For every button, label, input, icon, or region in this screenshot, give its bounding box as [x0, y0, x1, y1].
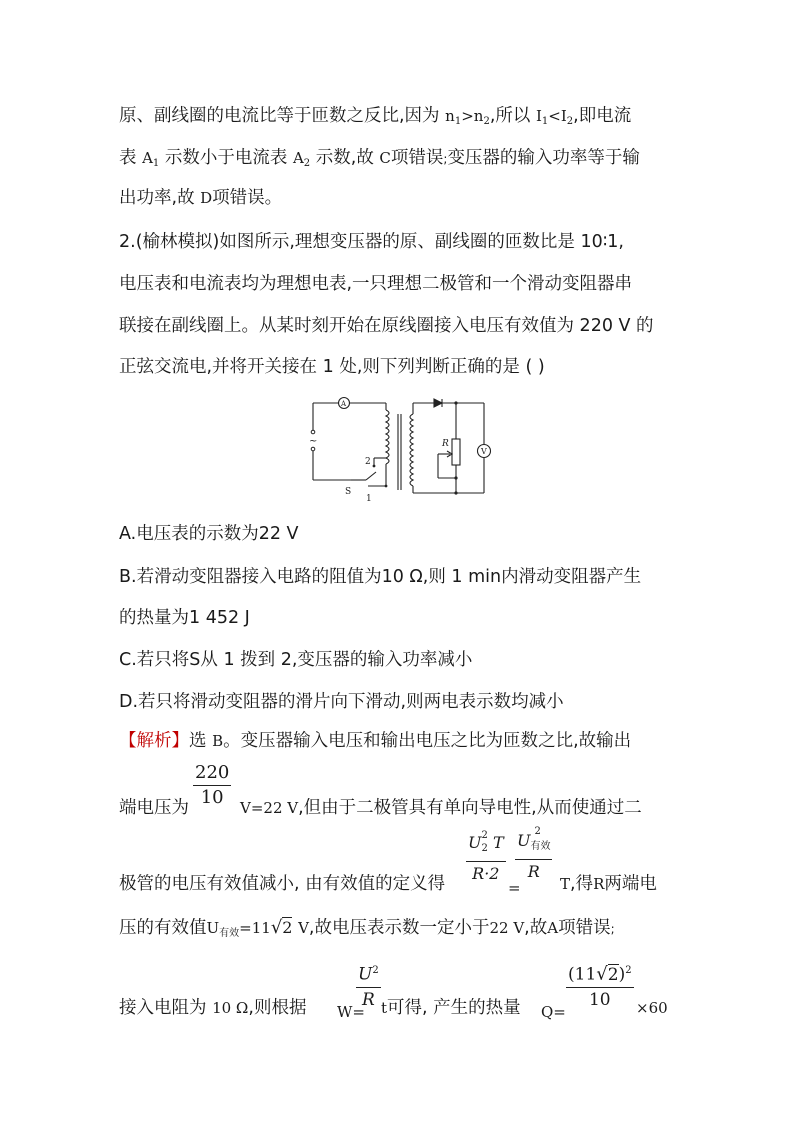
ac-source-label: ~ [309, 436, 318, 447]
analysis-line-5a: 接入电阻为 10 Ω,则根据 [119, 998, 307, 1018]
analysis-line-5c: t可得, 产生的热量 [381, 998, 521, 1018]
text-line-2: 表 $A_1$ 示数小于电流表 $A_2$ 示数,故 C项错误;变压器的输入功率等于输 [119, 148, 640, 169]
analysis-line-5d: Q= [541, 1003, 566, 1021]
analysis-line-3a: 极管的电压有效值减小, 由有效值的定义得 [119, 874, 446, 894]
diode-symbol [434, 399, 442, 407]
analysis-line-2b: V=22 V,但由于二极管具有单向导电性,从而使通过二 [240, 798, 642, 818]
analysis-line-5b: W= [337, 1003, 365, 1021]
option-d: D.若只将滑动变阻器的滑片向下滑动,则两电表示数均减小 [119, 692, 564, 712]
fraction-220-over-10: $\frac{220}{10}$ [195, 762, 230, 808]
analysis-line-1: 【解析】选 B。变压器输入电压和输出电压之比为匝数之比,故输出 [119, 731, 632, 751]
fraction-u-effective-squared: U 2 $_{有效}$ R [517, 826, 551, 881]
rheostat-resistor [452, 439, 460, 465]
text-line-3: 出功率,故 D项错误。 [119, 188, 283, 208]
fraction-u2-squared-t: U 2 $_2$ T R·2 [468, 830, 504, 883]
question-2-line-2: 电压表和电流表均为理想电表,一只理想二极管和一个滑动变阻器串 [119, 274, 633, 294]
option-b-line-2: 的热量为1 452 J [119, 608, 250, 628]
analysis-line-4: 压的有效值$U_{有效}=11√2$ V,故电压表示数一定小于22 V,故A项错误; [119, 917, 615, 939]
question-2-line-3: 联接在副线圈上。从某时刻开始在原线圈接入电压有效值为 220 V 的 [119, 316, 654, 336]
svg-text:R: R [442, 439, 449, 449]
svg-text:S: S [345, 487, 352, 497]
text-line-1: 原、副线圈的电流比等于匝数之反比,因为 $n_1>n_2$,所以 $I_1<I_2$,即电流 [119, 106, 632, 127]
analysis-tag: 【解析】 [119, 731, 189, 751]
svg-text:2: 2 [365, 457, 371, 467]
fraction-u-squared-over-r: $\frac{U^2}{R}$ [356, 960, 381, 1011]
question-2-line-4: 正弦交流电,并将开关接在 1 处,则下列判断正确的是 ( ) [119, 357, 545, 377]
fraction-heat-q: $\frac{(11√2)^2}{10}$ [566, 960, 634, 1011]
symbol-A2: $A_2$ [292, 149, 311, 169]
symbol-n1: $n_1>n_2$ [445, 107, 490, 127]
analysis-line-2a: 端电压为 [119, 798, 189, 818]
option-a: A.电压表的示数为22 V [119, 524, 299, 544]
svg-text:A: A [341, 400, 347, 408]
svg-text:V: V [481, 447, 487, 456]
symbol-A1: $A_1$ [142, 149, 160, 169]
analysis-line-3b: = [508, 879, 521, 897]
analysis-line-5e: ×60 [636, 999, 668, 1017]
symbol-I1: $I_1<I_2$ [535, 107, 574, 127]
svg-text:1: 1 [366, 494, 372, 504]
option-b-line-1: B.若滑动变阻器接入电路的阻值为10 Ω,则 1 min内滑动变阻器产生 [119, 567, 642, 587]
question-2-line-1: 2.(榆林模拟)如图所示,理想变压器的原、副线圈的匝数比是 10∶1, [119, 232, 624, 252]
circuit-diagram [296, 394, 496, 504]
option-c: C.若只将S从 1 拨到 2,变压器的输入功率减小 [119, 650, 473, 670]
analysis-line-3c: T,得R两端电 [560, 874, 657, 894]
